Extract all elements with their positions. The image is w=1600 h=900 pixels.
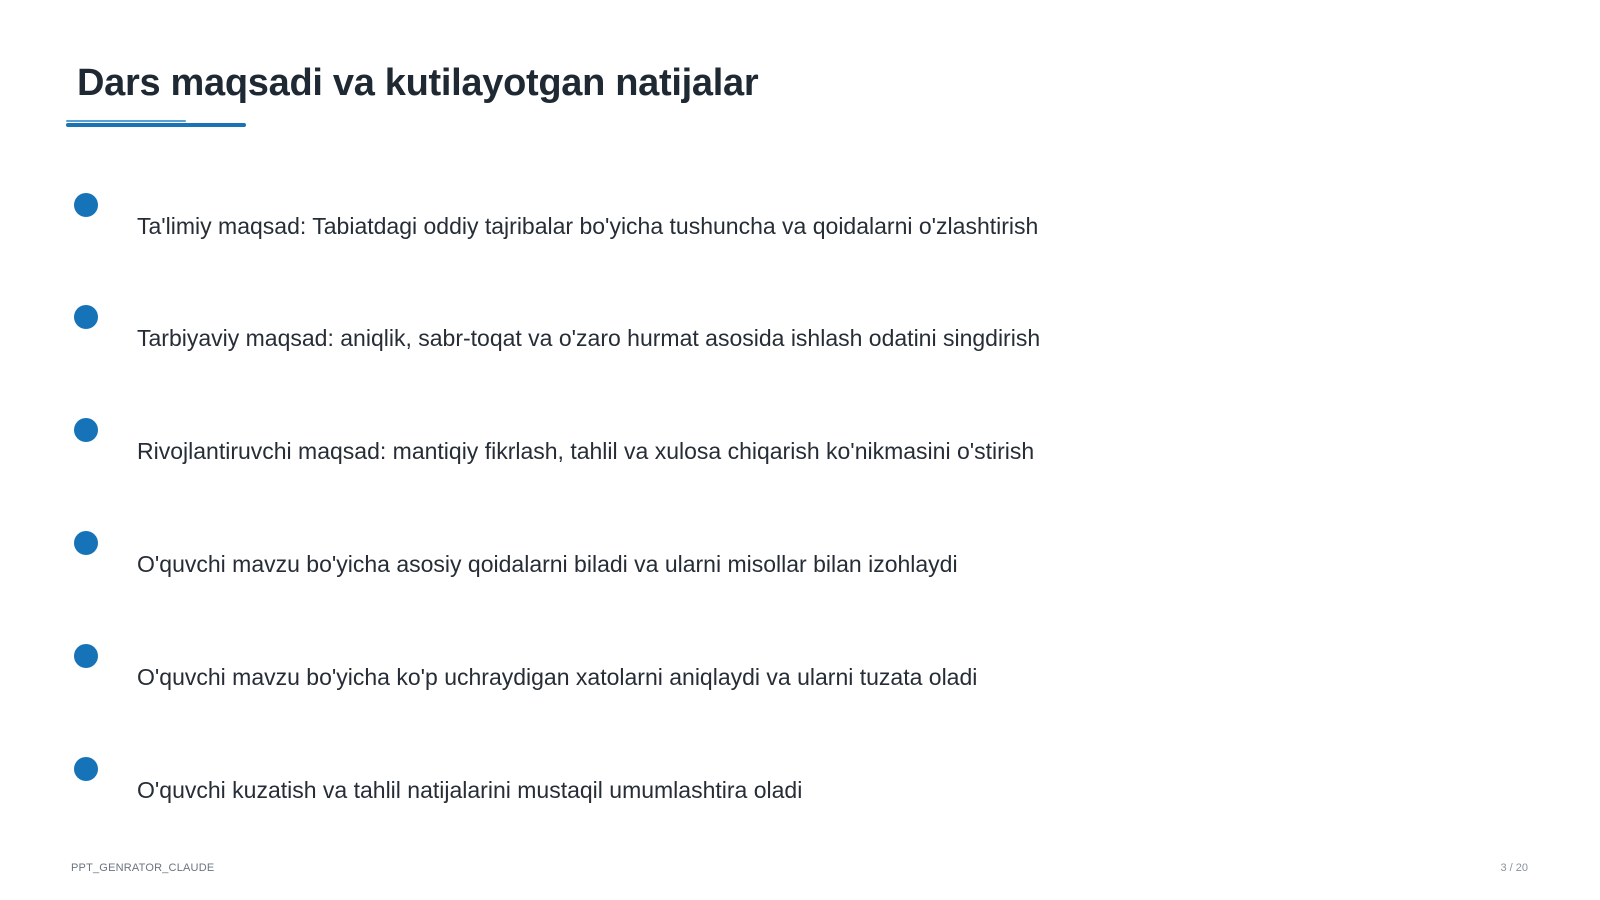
list-item (0, 305, 1400, 365)
bullet-text: O'quvchi mavzu bo'yicha asosiy qoidalarni biladi va ularni misollar bilan izohlaydi (137, 551, 958, 577)
bullet-text: Tarbiyaviy maqsad: aniqlik, sabr-toqat va o'zaro hurmat asosida ishlash odatini singdirish (137, 325, 1041, 351)
bullet-icon (74, 193, 98, 217)
bullet-text: Rivojlantiruvchi maqsad: mantiqiy fikrlash, tahlil va xulosa chiqarish ko'nikmasini o'stirish (137, 438, 1035, 464)
list-item (0, 531, 1400, 591)
list-item (0, 757, 1400, 817)
bullet-text: O'quvchi mavzu bo'yicha ko'p uchraydigan xatolarni aniqlaydi va ularni tuzata oladi (137, 664, 978, 690)
slide-title: Dars maqsadi va kutilayotgan natijalar (77, 62, 759, 104)
bullet-icon (74, 757, 98, 781)
bullet-text: Ta'limiy maqsad: Tabiatdagi oddiy tajribalar bo'yicha tushuncha va qoidalarni o'zlashtirish (137, 213, 1039, 239)
bullet-icon (74, 531, 98, 555)
title-underline-accent (66, 120, 186, 122)
bullet-icon (74, 644, 98, 668)
list-item (0, 644, 1400, 704)
page-indicator: 3 / 20 (1500, 862, 1528, 874)
bullet-text: O'quvchi kuzatish va tahlil natijalarini mustaqil umumlashtira oladi (137, 777, 803, 803)
list-item (0, 418, 1400, 478)
bullet-icon (74, 305, 98, 329)
list-item (0, 193, 1400, 253)
bullet-icon (74, 418, 98, 442)
title-underline (66, 123, 246, 127)
footer-source-label: PPT_GENRATOR_CLAUDE (71, 862, 215, 874)
